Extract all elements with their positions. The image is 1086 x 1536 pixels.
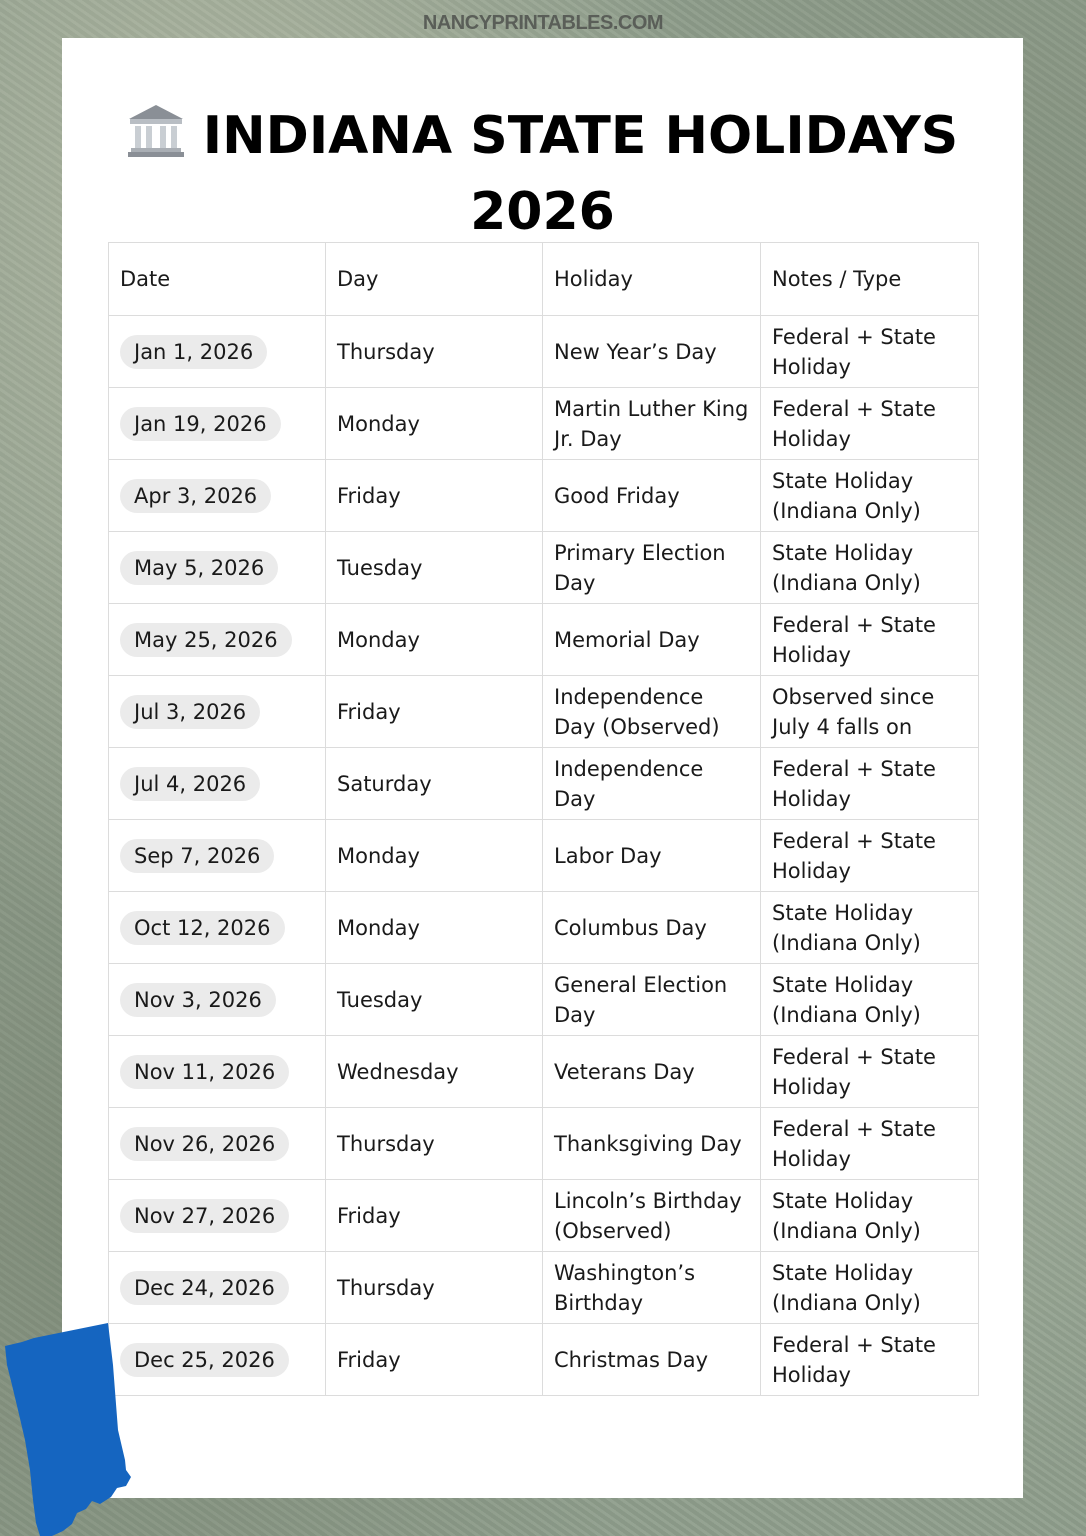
cell-day: Friday bbox=[326, 1180, 543, 1252]
column-header-holiday: Holiday bbox=[543, 243, 761, 316]
watermark: NANCYPRINTABLES.COM bbox=[422, 12, 664, 34]
table-row bbox=[109, 316, 979, 388]
cell-notes: Federal + State Holiday bbox=[761, 1324, 979, 1396]
cell-day: Friday bbox=[326, 460, 543, 532]
column-header-date: Date bbox=[109, 243, 326, 316]
table-row bbox=[109, 460, 979, 532]
cell-date bbox=[109, 604, 326, 676]
cell-holiday: Primary Election Day bbox=[543, 532, 761, 604]
cell-date bbox=[109, 1252, 326, 1324]
date-badge: Nov 26, 2026 bbox=[120, 1127, 289, 1161]
cell-date bbox=[109, 388, 326, 460]
cell-notes: Federal + State Holiday bbox=[761, 820, 979, 892]
cell-date bbox=[109, 820, 326, 892]
date-badge: May 5, 2026 bbox=[120, 551, 278, 585]
cell-holiday: Christmas Day bbox=[543, 1324, 761, 1396]
cell-date bbox=[109, 1036, 326, 1108]
cell-holiday: General Election Day bbox=[543, 964, 761, 1036]
cell-date bbox=[109, 748, 326, 820]
indiana-state-shape-icon bbox=[0, 1320, 135, 1536]
cell-day: Monday bbox=[326, 892, 543, 964]
date-badge: Sep 7, 2026 bbox=[120, 839, 274, 873]
title-line-2: 2026 bbox=[470, 182, 615, 242]
cell-date bbox=[109, 1108, 326, 1180]
date-badge: Oct 12, 2026 bbox=[120, 911, 285, 945]
table-row bbox=[109, 676, 979, 748]
date-badge: Nov 27, 2026 bbox=[120, 1199, 289, 1233]
cell-notes: Federal + State Holiday bbox=[761, 748, 979, 820]
cell-holiday: Thanksgiving Day bbox=[543, 1108, 761, 1180]
cell-date bbox=[109, 532, 326, 604]
table-row bbox=[109, 604, 979, 676]
cell-notes: Federal + State Holiday bbox=[761, 604, 979, 676]
cell-notes: State Holiday (Indiana Only) bbox=[761, 460, 979, 532]
cell-date bbox=[109, 316, 326, 388]
date-badge: Nov 11, 2026 bbox=[120, 1055, 289, 1089]
cell-notes: Observed since July 4 falls on bbox=[761, 676, 979, 748]
holiday-sheet bbox=[62, 38, 1023, 1498]
table-row bbox=[109, 820, 979, 892]
table-row bbox=[109, 964, 979, 1036]
classical-building-icon bbox=[127, 103, 185, 159]
cell-day: Saturday bbox=[326, 748, 543, 820]
date-badge: Jul 3, 2026 bbox=[120, 695, 260, 729]
cell-notes: State Holiday (Indiana Only) bbox=[761, 892, 979, 964]
cell-holiday: Labor Day bbox=[543, 820, 761, 892]
cell-day: Friday bbox=[326, 1324, 543, 1396]
cell-day: Thursday bbox=[326, 1108, 543, 1180]
cell-notes: Federal + State Holiday bbox=[761, 388, 979, 460]
title-line-1: INDIANA STATE HOLIDAYS bbox=[202, 106, 959, 166]
date-badge: Jan 19, 2026 bbox=[120, 407, 281, 441]
cell-date bbox=[109, 1324, 326, 1396]
cell-notes: Federal + State Holiday bbox=[761, 1108, 979, 1180]
cell-notes: Federal + State Holiday bbox=[761, 1036, 979, 1108]
cell-day: Friday bbox=[326, 676, 543, 748]
cell-holiday: Good Friday bbox=[543, 460, 761, 532]
table-header-row bbox=[109, 243, 979, 316]
cell-notes: State Holiday (Indiana Only) bbox=[761, 964, 979, 1036]
cell-day: Monday bbox=[326, 604, 543, 676]
cell-day: Monday bbox=[326, 388, 543, 460]
cell-day: Wednesday bbox=[326, 1036, 543, 1108]
date-badge: May 25, 2026 bbox=[120, 623, 292, 657]
table-row bbox=[109, 1180, 979, 1252]
date-badge: Jan 1, 2026 bbox=[120, 335, 267, 369]
table-row bbox=[109, 748, 979, 820]
cell-notes: State Holiday (Indiana Only) bbox=[761, 1252, 979, 1324]
date-badge: Dec 24, 2026 bbox=[120, 1271, 289, 1305]
cell-day: Tuesday bbox=[326, 964, 543, 1036]
column-header-notes: Notes / Type bbox=[761, 243, 979, 316]
cell-date bbox=[109, 676, 326, 748]
cell-holiday: Memorial Day bbox=[543, 604, 761, 676]
cell-date bbox=[109, 964, 326, 1036]
table-row bbox=[109, 892, 979, 964]
cell-holiday: Columbus Day bbox=[543, 892, 761, 964]
date-badge: Nov 3, 2026 bbox=[120, 983, 276, 1017]
cell-holiday: Washington’s Birthday bbox=[543, 1252, 761, 1324]
cell-date bbox=[109, 1180, 326, 1252]
column-header-day: Day bbox=[326, 243, 543, 316]
cell-holiday: Lincoln’s Birthday (Observed) bbox=[543, 1180, 761, 1252]
cell-notes: Federal + State Holiday bbox=[761, 316, 979, 388]
cell-day: Monday bbox=[326, 820, 543, 892]
cell-holiday: New Year’s Day bbox=[543, 316, 761, 388]
holiday-table bbox=[108, 242, 979, 1396]
cell-holiday: Independence Day (Observed) bbox=[543, 676, 761, 748]
table-row bbox=[109, 1108, 979, 1180]
page-title bbox=[62, 98, 1023, 250]
cell-date bbox=[109, 892, 326, 964]
date-badge: Dec 25, 2026 bbox=[120, 1343, 289, 1377]
cell-day: Thursday bbox=[326, 316, 543, 388]
table-row bbox=[109, 388, 979, 460]
cell-holiday: Independence Day bbox=[543, 748, 761, 820]
table-row bbox=[109, 532, 979, 604]
cell-notes: State Holiday (Indiana Only) bbox=[761, 1180, 979, 1252]
cell-notes: State Holiday (Indiana Only) bbox=[761, 532, 979, 604]
cell-holiday: Veterans Day bbox=[543, 1036, 761, 1108]
table-row bbox=[109, 1036, 979, 1108]
date-badge: Apr 3, 2026 bbox=[120, 479, 271, 513]
cell-date bbox=[109, 460, 326, 532]
table-row bbox=[109, 1324, 979, 1396]
cell-holiday: Martin Luther King Jr. Day bbox=[543, 388, 761, 460]
cell-day: Thursday bbox=[326, 1252, 543, 1324]
cell-day: Tuesday bbox=[326, 532, 543, 604]
date-badge: Jul 4, 2026 bbox=[120, 767, 260, 801]
table-row bbox=[109, 1252, 979, 1324]
